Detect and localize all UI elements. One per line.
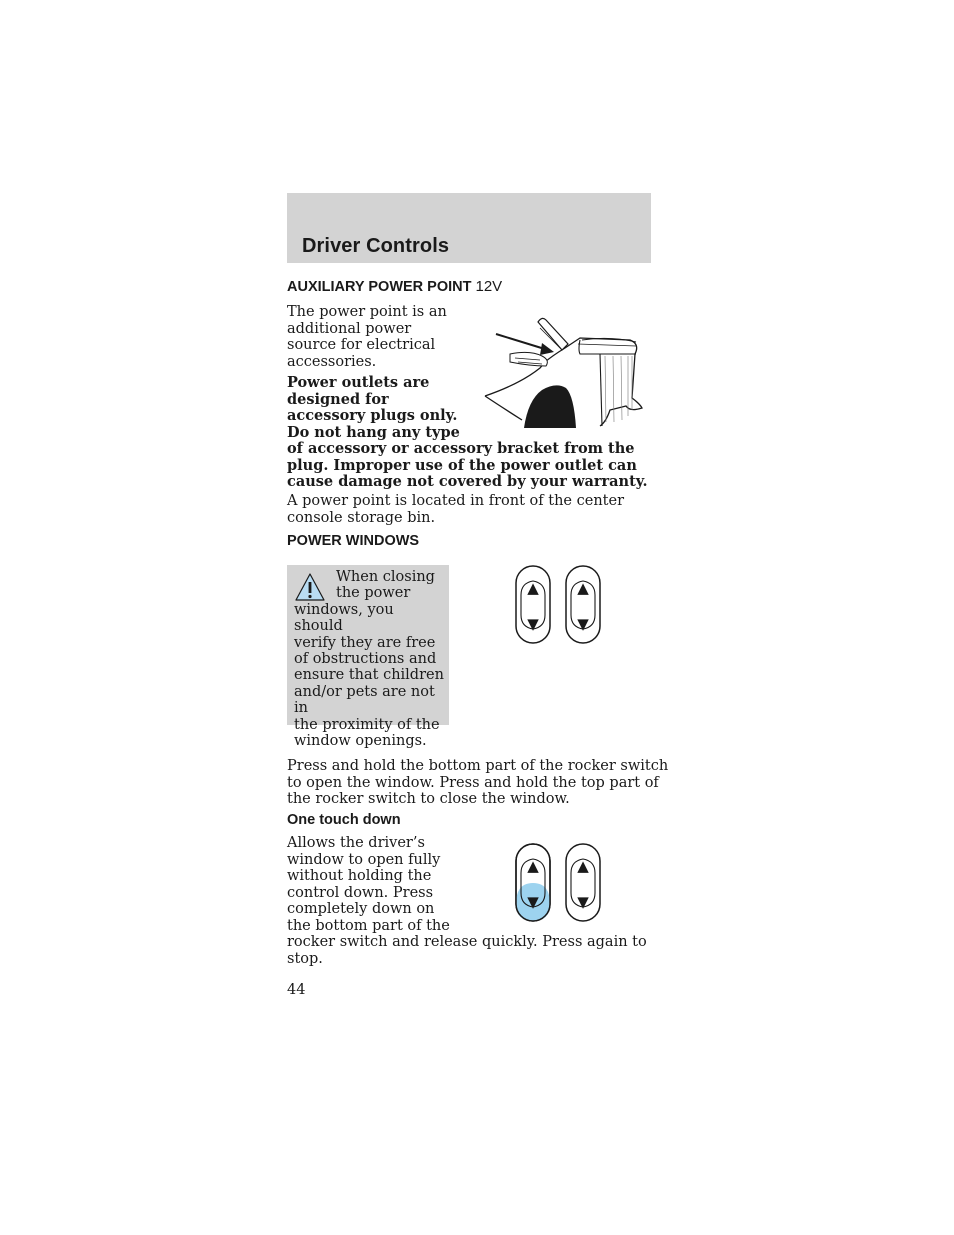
caution-line: the proximity of the (294, 716, 440, 733)
switch-up-arrow: ▲ (577, 579, 589, 597)
instruction-line: to open the window. Press and hold the top part of (287, 774, 659, 791)
caution-box (287, 565, 449, 750)
rocker-switch-right (566, 566, 600, 643)
aux-power-heading (287, 278, 502, 295)
window-switch-pair-one-touch (514, 843, 604, 923)
center-console-illustration (480, 310, 646, 428)
aux-power-heading-text: AUXILIARY POWER POINT (287, 279, 472, 295)
warning-line: plug. Improper use of the power outlet can (287, 456, 637, 474)
warning-line: Power outlets are (287, 374, 430, 391)
power-windows-instructions (287, 758, 668, 808)
caution-line: of obstructions and (294, 651, 437, 668)
switch-down-arrow: ▼ (527, 893, 539, 911)
intro-line: source for electrical (287, 337, 436, 353)
caution-line: verify they are free (294, 634, 436, 651)
one-touch-line: completely down on (287, 901, 435, 917)
caution-line: ensure that children (294, 667, 444, 684)
power-windows-heading: POWER WINDOWS (287, 533, 420, 549)
aux-power-intro (287, 304, 447, 370)
page-title: Driver Controls (302, 235, 450, 257)
section-header-band (287, 193, 651, 263)
one-touch-line: stop. (287, 950, 323, 967)
warning-line: of accessory or accessory bracket from the (287, 440, 635, 457)
switch-down-arrow: ▼ (577, 893, 589, 911)
one-touch-line: window to open fully (287, 851, 441, 868)
caution-text (294, 569, 446, 749)
warning-line: Do not hang any type (287, 423, 460, 441)
instruction-line: Press and hold the bottom part of the rocker switch (287, 758, 669, 774)
one-touch-line: without holding the (287, 868, 432, 884)
caution-line: and/or pets are not in (294, 683, 435, 717)
warning-line: designed for (287, 390, 389, 408)
instruction-line: the rocker switch to close the window. (287, 791, 570, 807)
one-touch-line: control down. Press (287, 884, 434, 901)
warning-line: accessory plugs only. (287, 407, 458, 424)
caution-line: When closing (336, 569, 435, 585)
aux-power-location (287, 493, 624, 526)
one-touch-line: rocker switch and release quickly. Press again to (287, 934, 647, 950)
page-number: 44 (287, 982, 306, 998)
window-switch-pair (514, 565, 604, 645)
rocker-switch-driver (516, 844, 550, 921)
switch-up-arrow: ▲ (527, 857, 539, 875)
rocker-switch-passenger (566, 844, 600, 921)
warning-line: cause damage not covered by your warranty. (287, 473, 648, 490)
switch-up-arrow: ▲ (577, 857, 589, 875)
caution-line: windows, you should (294, 601, 394, 635)
caution-line: the power (336, 585, 411, 602)
caution-line: window openings. (294, 733, 427, 750)
one-touch-line: the bottom part of the (287, 917, 450, 934)
switch-down-arrow: ▼ (527, 615, 539, 633)
switch-down-arrow: ▼ (577, 615, 589, 633)
one-touch-heading: One touch down (287, 812, 401, 828)
intro-line: additional power (287, 320, 412, 337)
rocker-switch-left (516, 566, 550, 643)
voltage-label: 12V (475, 278, 503, 295)
intro-line: accessories. (287, 353, 377, 370)
switch-up-arrow: ▲ (527, 579, 539, 597)
one-touch-line: Allows the driver’s (287, 835, 425, 851)
intro-line: The power point is an (287, 304, 447, 320)
location-line: A power point is located in front of the center (287, 493, 624, 509)
location-line: console storage bin. (287, 509, 436, 526)
